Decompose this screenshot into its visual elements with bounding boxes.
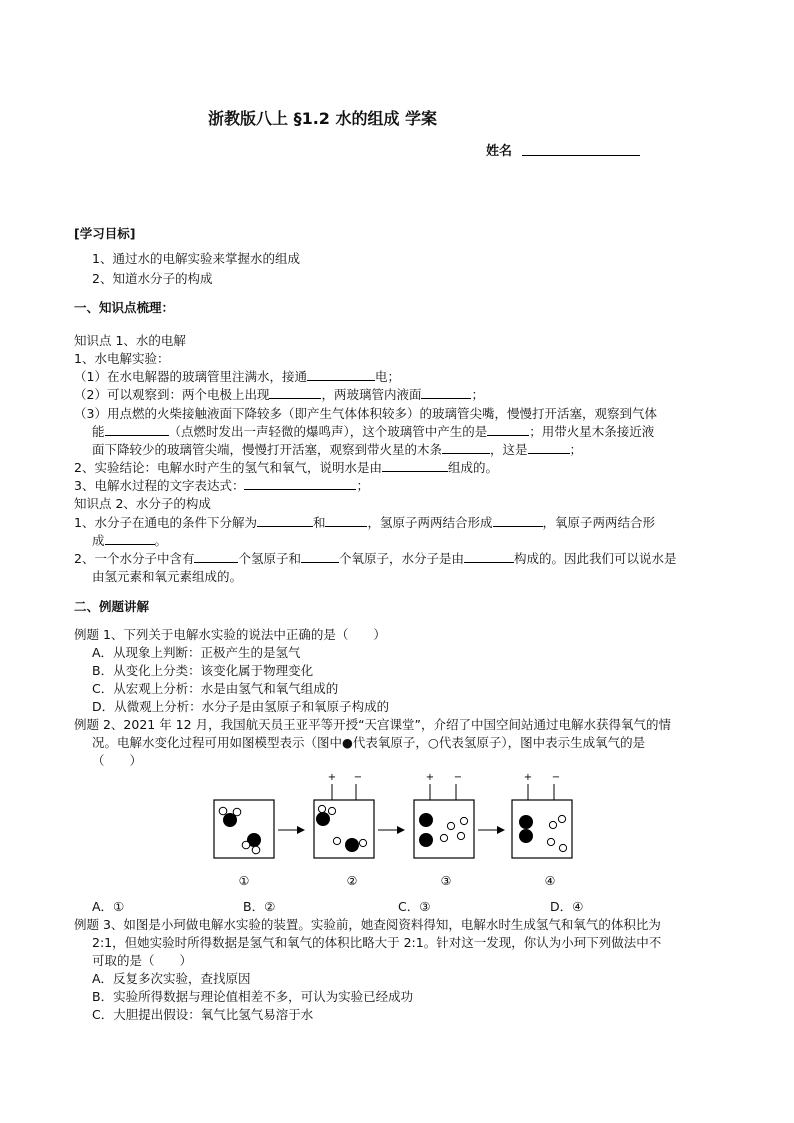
fill-blank[interactable]	[244, 477, 356, 490]
example-2-line: （ ）	[92, 753, 143, 768]
text-line: 成 。	[92, 533, 168, 548]
option[interactable]: C．从宏观上分析：水是由氢气和氧气组成的	[92, 681, 339, 696]
name-label: 姓名	[486, 144, 513, 159]
fill-blank[interactable]	[464, 550, 514, 563]
goal-item: 1、通过水的电解实验来掌握水的组成	[92, 251, 300, 266]
text-line: 1、水电解实验：	[74, 351, 170, 366]
text-line: 能 （点燃时发出一声轻微的爆鸣声），这个玻璃管中产生的是 ；用带火星木条接近液	[92, 424, 655, 439]
text-line: 2、实验结论：电解水时产生的氢气和氧气，说明水是由 组成的。	[74, 460, 498, 475]
positive-electrode-sign: +	[327, 772, 337, 783]
fill-blank[interactable]	[442, 441, 490, 454]
name-blank[interactable]	[522, 155, 640, 156]
text-line: 由氢元素和氧元素组成的。	[92, 569, 243, 584]
text-line: （3）用点燃的火柴接触液面下降较多（即产生气体体积较多）的玻璃管尖嘴，慢慢打开活塞，观察到气体	[74, 406, 657, 421]
fill-blank[interactable]	[269, 386, 321, 399]
text-line: 1、水分子在通电的条件下分解为 和 ，氢原子两两结合形成 ，氧原子两两结合形	[74, 515, 656, 530]
option[interactable]: B．②	[243, 899, 276, 914]
text-line: 3、电解水过程的文字表达式： ；	[74, 478, 369, 493]
example-1: 例题 1、下列关于电解水实验的说法中正确的是（ ）	[74, 627, 386, 642]
goals-heading: [学习目标]	[74, 226, 136, 241]
page-title: 浙教版八上 §1.2 水的组成 学案	[208, 109, 438, 128]
diagram-label: ①	[238, 874, 250, 888]
fill-blank[interactable]	[421, 386, 471, 399]
fill-blank[interactable]	[325, 514, 367, 527]
diagram-label: ④	[544, 874, 556, 888]
fill-blank[interactable]	[382, 459, 448, 472]
fill-blank[interactable]	[528, 441, 570, 454]
text-line: （1）在水电解器的玻璃管里注满水，接通 电；	[74, 369, 400, 384]
negative-electrode-sign: −	[453, 772, 463, 783]
example-3-line: 2:1，但她实验时所得数据是氢气和氧气的体积比略大于 2:1。针对这一发现，你认为小珂下列做法中不	[92, 935, 662, 950]
text-line: 2、一个水分子中含有 个氢原子和 个氧原子，水分子是由 构成的。因此我们可以说水是	[74, 551, 677, 566]
option[interactable]: D．④	[550, 899, 584, 914]
positive-electrode-sign: +	[425, 772, 435, 783]
example-2-line: 况。电解水变化过程可用如图模型表示（图中●代表氧原子，○代表氢原子），图中表示生成氧气的是	[92, 735, 646, 750]
option[interactable]: C．③	[398, 899, 431, 914]
option[interactable]: A．①	[92, 899, 125, 914]
section-heading: 一、知识点梳理：	[74, 300, 175, 315]
goal-item: 2、知道水分子的构成	[92, 271, 213, 286]
option[interactable]: B．实验所得数据与理论值相差不多，可认为实验已经成功	[92, 989, 414, 1004]
fill-blank[interactable]	[487, 423, 529, 436]
fill-blank[interactable]	[105, 423, 169, 436]
example-2: 例题 2、2021 年 12 月，我国航天员王亚平等开授“天宫课堂”，介绍了中国空间站通过电解水获得氧气的情	[74, 717, 672, 732]
kp2-title: 知识点 2、水分子的构成	[74, 496, 211, 511]
fill-blank[interactable]	[301, 550, 339, 563]
negative-electrode-sign: −	[353, 772, 363, 783]
diagram-label: ②	[346, 874, 358, 888]
fill-blank[interactable]	[194, 550, 238, 563]
kp1-title: 知识点 1、水的电解	[74, 333, 186, 348]
fill-blank[interactable]	[307, 368, 375, 381]
electrolysis-model-diagram	[206, 770, 592, 890]
text-line: （2）可以观察到：两个电极上出现 ，两玻璃管内液面 ；	[74, 387, 484, 402]
negative-electrode-sign: −	[551, 772, 561, 783]
option[interactable]: A．从现象上判断：正极产生的是氢气	[92, 645, 301, 660]
positive-electrode-sign: +	[523, 772, 533, 783]
fill-blank[interactable]	[257, 514, 313, 527]
option[interactable]: C．大胆提出假设：氧气比氢气易溶于水	[92, 1007, 314, 1022]
fill-blank[interactable]	[105, 532, 155, 545]
fill-blank[interactable]	[493, 514, 543, 527]
example-3-line: 可取的是（ ）	[92, 953, 193, 968]
text-line: 面下降较少的玻璃管尖端，慢慢打开活塞，观察到带火星的木条 ，这是 ；	[92, 442, 583, 457]
option[interactable]: B．从变化上分类：该变化属于物理变化	[92, 663, 314, 678]
option[interactable]: D．从微观上分析：水分子是由氢原子和氧原子构成的	[92, 699, 390, 714]
diagram-label: ③	[440, 874, 452, 888]
option[interactable]: A．反复多次实验，查找原因	[92, 971, 251, 986]
section-heading: 二、例题讲解	[74, 599, 150, 614]
example-3: 例题 3、如图是小珂做电解水实验的装置。实验前，她查阅资料得知，电解水时生成氢气和氧气的体积比为	[74, 917, 661, 932]
